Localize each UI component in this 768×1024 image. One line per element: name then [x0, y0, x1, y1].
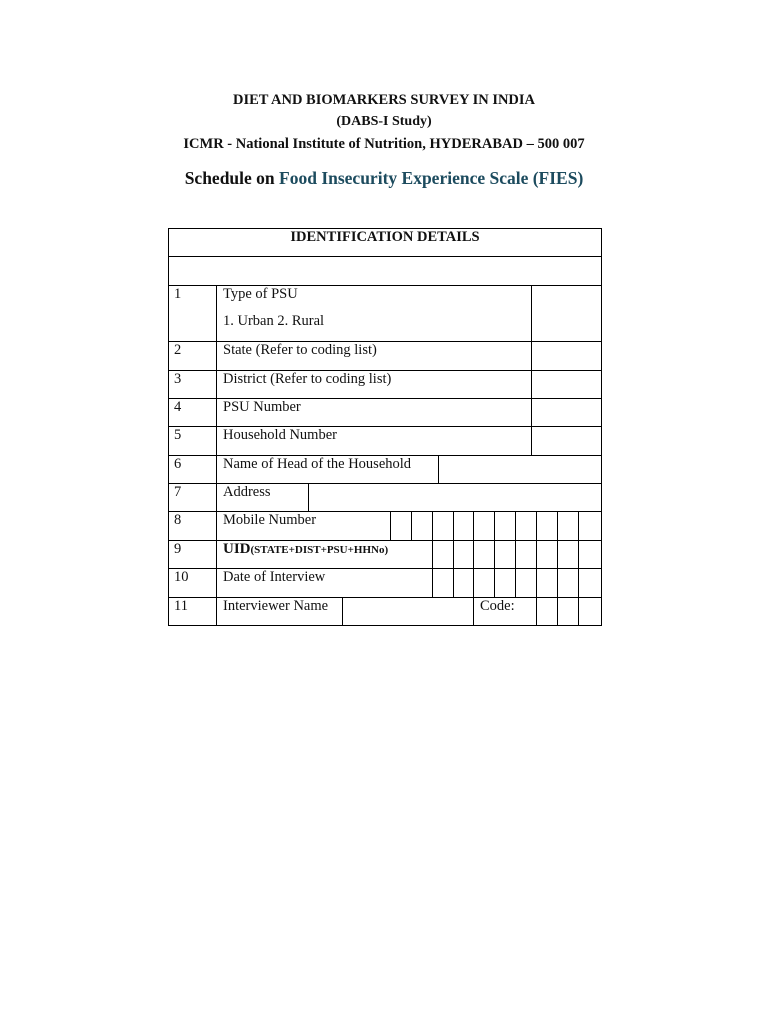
date-of-interview-input[interactable] [433, 569, 601, 597]
row-number: 8 [174, 512, 182, 528]
uid-label-main: UID [223, 541, 251, 557]
mobile-number-label: Mobile Number [223, 512, 317, 528]
row-number: 10 [174, 569, 189, 585]
uid-label [223, 541, 388, 558]
psu-number-input[interactable] [532, 399, 601, 426]
schedule-heading [0, 168, 768, 189]
blank-entry-row[interactable] [169, 257, 601, 285]
border-left [168, 228, 169, 626]
value-cell-divider [473, 597, 474, 626]
address-label: Address [223, 484, 271, 500]
date-of-interview-label: Date of Interview [223, 569, 326, 585]
uid-label-format: (STATE+DIST+PSU+HHNo) [250, 544, 389, 556]
border-right [601, 228, 602, 626]
uid-input[interactable] [433, 541, 601, 568]
schedule-prefix: Schedule on [184, 168, 280, 188]
row-number: 4 [174, 399, 182, 415]
address-input[interactable] [309, 484, 601, 511]
institute-line: ICMR - National Institute of Nutrition, HYDERABAD – 500 007 [183, 136, 585, 152]
state-label: State (Refer to coding list) [223, 342, 377, 358]
mobile-number-input[interactable] [391, 512, 601, 540]
row-number: 6 [174, 456, 182, 472]
row-number: 9 [174, 541, 182, 557]
interviewer-code-label: Code: [480, 598, 515, 614]
district-label: District (Refer to coding list) [223, 371, 392, 387]
type-of-psu-options: 1. Urban 2. Rural [223, 313, 325, 329]
head-of-household-label: Name of Head of the Household [223, 456, 412, 472]
row-number: 11 [174, 598, 188, 614]
household-number-label: Household Number [223, 427, 337, 443]
study-name: (DABS-I Study) [336, 114, 432, 129]
row-number: 1 [174, 286, 182, 302]
identification-form [168, 228, 602, 626]
row-number: 3 [174, 371, 182, 387]
schedule-title: Food Insecurity Experience Scale (FIES) [279, 168, 584, 188]
state-input[interactable] [532, 342, 601, 370]
row-number: 5 [174, 427, 182, 443]
psu-number-label: PSU Number [223, 399, 301, 415]
household-number-input[interactable] [532, 427, 601, 455]
district-input[interactable] [532, 371, 601, 398]
interviewer-code-input[interactable] [537, 598, 601, 625]
row-number: 2 [174, 342, 182, 358]
type-of-psu-label: Type of PSU [223, 286, 298, 302]
identification-details-title: IDENTIFICATION DETAILS [290, 229, 480, 245]
interviewer-name-label: Interviewer Name [223, 598, 329, 614]
type-of-psu-input[interactable] [532, 286, 601, 341]
head-of-household-input[interactable] [439, 456, 601, 483]
interviewer-name-input[interactable] [343, 598, 473, 625]
row-number: 7 [174, 484, 182, 500]
number-column-divider [216, 285, 217, 626]
survey-title: DIET AND BIOMARKERS SURVEY IN INDIA [232, 92, 536, 108]
